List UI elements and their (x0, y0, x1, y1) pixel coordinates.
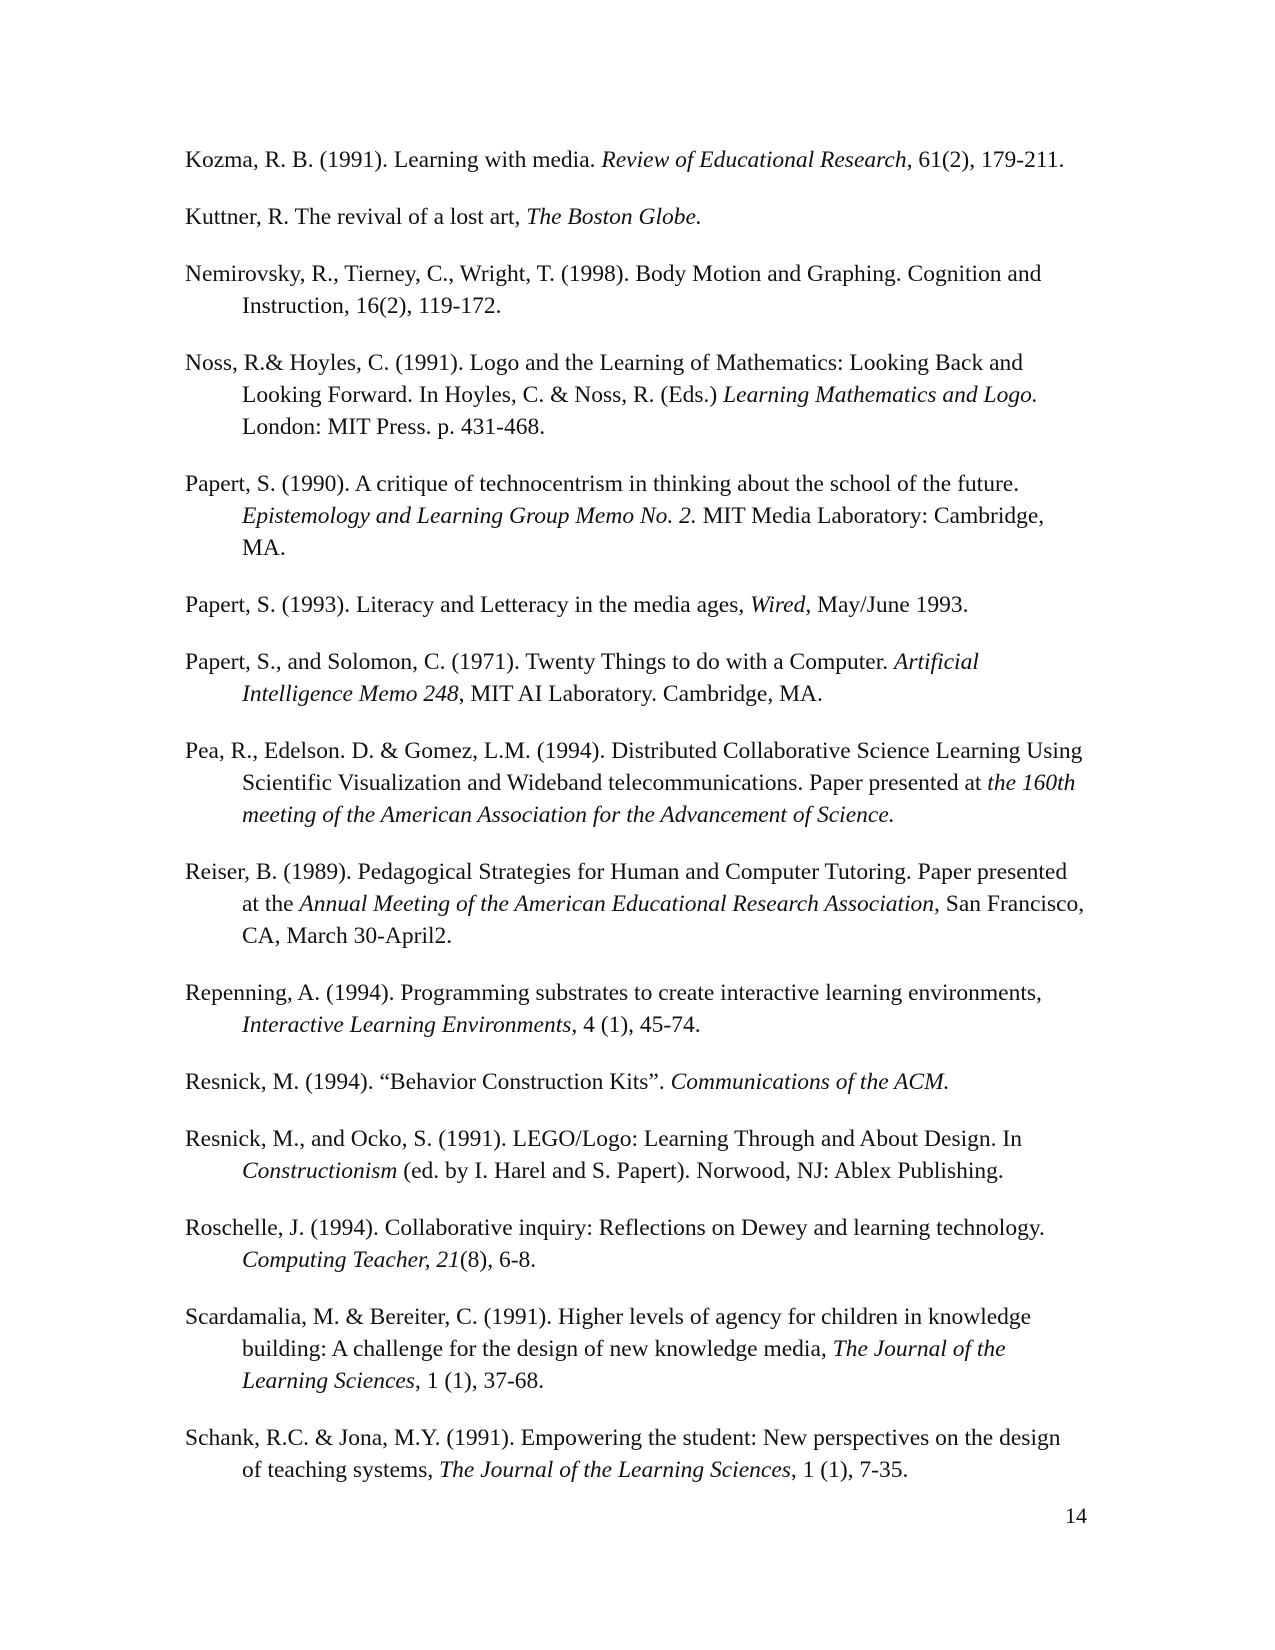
reference-entry (185, 347, 1085, 443)
reference-tail: , 1 (1), 37-68. (414, 1368, 545, 1394)
reference-entry (185, 1422, 1085, 1486)
page-number: 14 (1065, 1503, 1087, 1528)
reference-source-italic: Epistemology and Learning Group Memo No. 2. (242, 503, 697, 529)
reference-source-italic: The Journal of the Learning Sciences (242, 1336, 1006, 1394)
reference-source-italic: Wired (750, 592, 806, 618)
reference-tail: MIT Media Laboratory: Cambridge, MA. (242, 503, 1045, 561)
reference-tail: (ed. by I. Harel and S. Papert). Norwood, NJ: Ablex Publishing. (397, 1158, 1004, 1184)
reference-tail: London: MIT Press. p. 431-468. (242, 414, 546, 440)
reference-text: Roschelle, J. (1994). Collaborative inquiry: Reflections on Dewey and learning technology. (185, 1215, 1045, 1241)
reference-entry (185, 1212, 1085, 1276)
reference-text: Papert, S. (1990). A critique of technocentrism in thinking about the school of the future. (185, 471, 1020, 497)
reference-list (185, 144, 1085, 1511)
reference-text: Resnick, M. (1994). “Behavior Construction Kits”. (185, 1069, 671, 1095)
reference-source-italic: The Boston Globe. (526, 204, 702, 230)
reference-text: Papert, S., and Solomon, C. (1971). Twenty Things to do with a Computer. (185, 649, 894, 675)
reference-text: Papert, S. (1993). Literacy and Letteracy in the media ages, (185, 592, 751, 618)
reference-text: Noss, R.& Hoyles, C. (1991). Logo and the Learning of Mathematics: Looking Back and Looking Forward. In Hoyles, C. & Noss, R. (Eds.) (185, 350, 1024, 408)
reference-tail: , San Francisco, CA, March 30-April2. (242, 891, 1085, 949)
reference-entry (185, 856, 1085, 952)
reference-tail: , 61(2), 179-211. (906, 147, 1065, 173)
reference-source-italic: Artificial Intelligence Memo 248 (242, 649, 979, 707)
reference-source-italic: Annual Meeting of the American Educational Research Association (299, 891, 935, 917)
reference-entry (185, 1301, 1085, 1397)
reference-tail: , MIT AI Laboratory. Cambridge, MA. (458, 681, 823, 707)
reference-source-italic: Computing Teacher, 21 (242, 1247, 460, 1273)
reference-entry (185, 1066, 1085, 1098)
reference-source-italic: The Journal of the Learning Sciences (439, 1457, 791, 1483)
reference-entry (185, 144, 1085, 176)
reference-source-italic: Interactive Learning Environments (242, 1012, 572, 1038)
reference-source-italic: the 160th meeting of the American Association for the Advancement of Science. (242, 770, 1076, 828)
reference-source-italic: Learning Mathematics and Logo. (723, 382, 1038, 408)
reference-entry (185, 646, 1085, 710)
reference-source-italic: Constructionism (242, 1158, 398, 1184)
reference-entry (185, 1123, 1085, 1187)
reference-entry (185, 258, 1085, 322)
reference-source-italic: Review of Educational Research (601, 147, 907, 173)
reference-tail: , 1 (1), 7-35. (790, 1457, 909, 1483)
reference-text: Schank, R.C. & Jona, M.Y. (1991). Empowering the student: New perspectives on the design of teaching systems, (185, 1425, 1061, 1483)
reference-text: Resnick, M., and Ocko, S. (1991). LEGO/Logo: Learning Through and About Design. In (185, 1126, 1022, 1152)
reference-text: Repenning, A. (1994). Programming substrates to create interactive learning environments, (185, 980, 1042, 1006)
reference-text: Kozma, R. B. (1991). Learning with media. (185, 147, 602, 173)
reference-tail: (8), 6-8. (459, 1247, 537, 1273)
reference-tail: , 4 (1), 45-74. (571, 1012, 701, 1038)
reference-entry (185, 589, 1085, 621)
reference-text: Nemirovsky, R., Tierney, C., Wright, T. (1998). Body Motion and Graphing. Cognition and Instruction, 16(2), 119-172. (185, 261, 1042, 319)
reference-entry (185, 977, 1085, 1041)
reference-entry (185, 201, 1085, 233)
reference-text: Reiser, B. (1989). Pedagogical Strategies for Human and Computer Tutoring. Paper presented at the (185, 859, 1068, 917)
reference-entry (185, 735, 1085, 831)
reference-entry (185, 468, 1085, 564)
reference-source-italic: Communications of the ACM. (670, 1069, 950, 1095)
reference-text: Pea, R., Edelson. D. & Gomez, L.M. (1994). Distributed Collaborative Science Learning Using Scientific Visualization and Wideband telecommunications. Paper presented at (185, 738, 1083, 796)
reference-text: Kuttner, R. The revival of a lost art, (185, 204, 527, 230)
reference-text: Scardamalia, M. & Bereiter, C. (1991). Higher levels of agency for children in knowledge building: A challenge for the design of new knowledge media, (185, 1304, 1032, 1362)
reference-tail: , May/June 1993. (805, 592, 969, 618)
